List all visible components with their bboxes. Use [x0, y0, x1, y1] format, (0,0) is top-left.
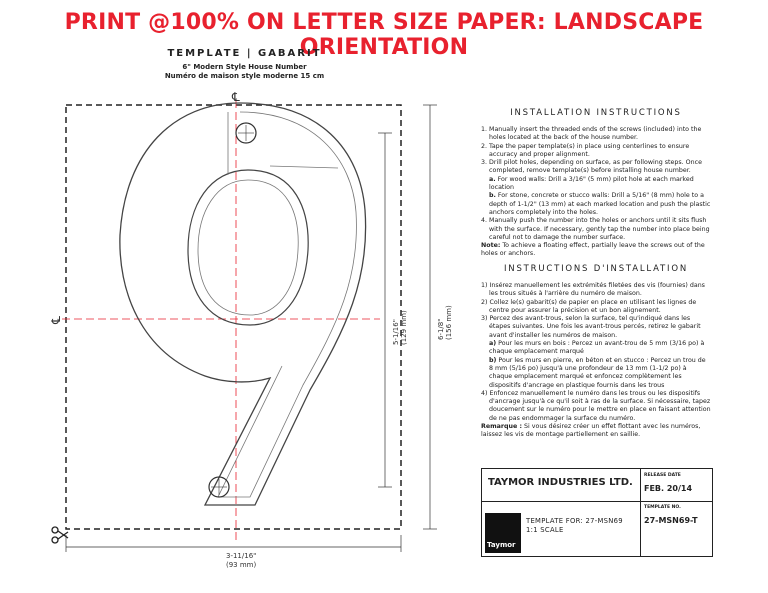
instruction-en-item: 3. Drill pilot holes, depending on surface, as per following steps. Once completed, remove template(s) before installing house number.	[481, 159, 702, 175]
template-subtitle-en: 6" Modern Style House Number	[182, 63, 307, 71]
template-no: 27-MSN69-T	[644, 516, 698, 525]
number-nine-outline	[120, 103, 366, 505]
instruction-en-item: 4. Manually push the number into the holes or anchors until it sits flush with the surface. If necessary, gently tap the number into place being careful not to damage the number surface.	[481, 217, 710, 241]
instruction-fr-item: 1) Insérez manuellement les extrémités filetées des vis (fournies) dans les trous situés à l'arrière du numéro de maison.	[481, 282, 705, 298]
release-date: FEB. 20/14	[644, 484, 693, 493]
number-nine-bowl	[188, 170, 308, 325]
centerline-symbol-top: ℄	[232, 90, 240, 104]
instruction-fr-item: 2) Collez le(s) gabarit(s) de papier en place en utilisant les lignes de centre pour assurer la précision et un bon alignement.	[481, 298, 697, 314]
release-date-label: RELEASE DATE	[644, 473, 681, 478]
taymor-logo: Taymor	[485, 513, 521, 553]
instruction-fr-item: 3) Percez des avant-trous, selon la surface, tel qu'indiqué dans les étapes suivantes. Une fois les avant-trous percés, retirez le gabarit avant d'installer les numéros de maison.	[481, 315, 701, 339]
template-for: TEMPLATE FOR: 27-MSN69 1:1 SCALE	[526, 517, 623, 534]
inner-height-dimension-label: 5-1/16" (129 mm)	[392, 310, 408, 345]
template-title: TEMPLATE | GABARIT	[167, 48, 322, 59]
template-subtitle-fr: Numéro de maison style moderne 15 cm	[164, 72, 325, 80]
instructions-fr-title: INSTRUCTIONS D'INSTALLATION	[503, 264, 689, 274]
print-banner: PRINT @100% ON LETTER SIZE PAPER: LANDSCAPE ORIENTATION	[64, 10, 704, 60]
instructions-en-title: INSTALLATION INSTRUCTIONS	[510, 108, 682, 118]
instruction-en-item: 2. Tape the paper template(s) in place using centerlines to ensure accuracy and proper alignment.	[481, 142, 690, 158]
template-no-label: TEMPLATE NO.	[644, 505, 681, 510]
title-block	[481, 468, 713, 557]
instructions-fr-body: 1) Insérez manuellement les extrémités filetées des vis (fournies) dans les trous situés à l'arrière du numéro de maison. 2) Collez le(s) gabarit(s) de papier en place en utilisant les lignes de centre pour assurer la précision et un bon alignement. 3) Percez des avant-trous, selon la surface, tel qu'indiqué dans les étapes suivantes. Une fois les avant-trous percés, retirez le gabarit avant d'installer les numéros de maison. a) Pour les murs en bois : Percez un avant-trou de 5 mm (3/16 po) à chaque emplacement marqué b) Pour les murs en pierre, en béton et en stucco : Percez un trou de 8 mm (5/16 po) jusqu'à une profondeur de 13 mm (1-1/2 po) à chaque emplacement marqué et enfoncez complètement les dispositifs d'ancrage en plastique fournis dans les trous 4) Enfoncez manuellement le numéro dans les trous ou les dispositifs d'ancrage jusqu'à ce qu'il soit à ras de la surface. Si nécessaire, tapez doucement sur le numéro pour le mettre en place en faisant attention de ne pas endommager la surface du numéro. Remarque : Si vous désirez créer un effet flottant avec les numéros, laissez les vis de montage partiellement en saillie.	[481, 282, 711, 439]
centerline-symbol-left: ℄	[48, 316, 63, 324]
instruction-fr-item: 4) Enfoncez manuellement le numéro dans les trous ou les dispositifs d'ancrage jusqu'à ce qu'il soit à ras de la surface. Si nécessaire, tapez doucement sur le numéro pour le mettre en place en faisant attention de ne pas endommager la surface du numéro.	[481, 389, 711, 422]
instruction-en-item: 1. Manually insert the threaded ends of the screws (included) into the holes located at the back of the house number.	[481, 126, 702, 142]
outer-height-dimension-label: 6-1/8" (156 mm)	[437, 305, 453, 340]
company-name: TAYMOR INDUSTRIES LTD.	[488, 477, 633, 488]
width-dimension-label: 3-11/16" (93 mm)	[226, 552, 257, 569]
instructions-en-body: 1. Manually insert the threaded ends of the screws (included) into the holes located at the back of the house number. 2. Tape the paper template(s) in place using centerlines to ensure accuracy and proper alignment. 3. Drill pilot holes, depending on surface, as per following steps. Once completed, remove template(s) before installing house number. a. For wood walls: Drill a 3/16" (5 mm) pilot hole at each marked location b. For stone, concrete or stucco walls: Drill a 5/16" (8 mm) hole to a depth of 1-1/2" (13 mm) at each marked location and push the plastic anchors completely into the holes. 4. Manually push the number into the holes or anchors until it sits flush with the surface. If necessary, gently tap the number into place being careful not to damage the number surface. Note: To achieve a floating effect, partially leave the screws out of the holes or anchors.	[481, 126, 711, 258]
